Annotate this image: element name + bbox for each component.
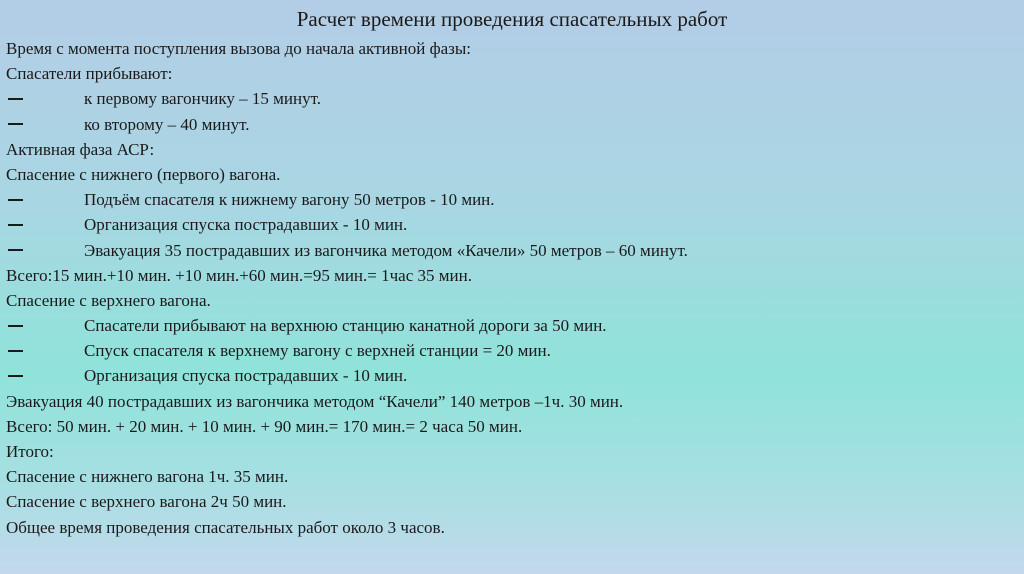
line-text: Спуск спасателя к верхнему вагону с верхней станции = 20 мин.	[84, 341, 551, 361]
line-text: Спасатели прибывают на верхнюю станцию канатной дороги за 50 мин.	[84, 316, 607, 336]
dash-bullet-icon	[8, 224, 23, 226]
text-line	[6, 389, 1018, 414]
bullet-line	[6, 112, 1018, 137]
slide-title: Расчет времени проведения спасательных работ	[296, 7, 728, 31]
line-text: Спасение с верхнего вагона 2ч 50 мин.	[6, 492, 287, 512]
text-line	[6, 61, 1018, 86]
text-line	[6, 288, 1018, 313]
line-text: ко второму – 40 минут.	[84, 114, 250, 134]
dash-bullet-icon	[8, 123, 23, 125]
text-line	[6, 515, 1018, 540]
text-line	[6, 439, 1018, 464]
line-text: Спасатели прибывают:	[6, 64, 173, 84]
line-text: Эвакуация 35 пострадавших из вагончика методом «Качели» 50 метров – 60 минут.	[84, 240, 688, 260]
text-line	[6, 489, 1018, 514]
line-text: Спасение с верхнего вагона.	[6, 290, 211, 310]
dash-bullet-icon	[8, 375, 23, 377]
line-text: Спасение с нижнего (первого) вагона.	[6, 164, 281, 184]
bullet-line	[6, 363, 1018, 388]
dash-bullet-icon	[8, 98, 23, 100]
line-text: Организация спуска пострадавших - 10 мин.	[84, 215, 408, 235]
line-text: Общее время проведения спасательных работ около 3 часов.	[6, 517, 445, 537]
line-text: Активная фаза АСР:	[6, 139, 155, 159]
text-line	[6, 162, 1018, 187]
bullet-line	[6, 187, 1018, 212]
bullet-line	[6, 238, 1018, 263]
line-text: Подъём спасателя к нижнему вагону 50 метров - 10 мин.	[84, 190, 495, 210]
dash-bullet-icon	[8, 199, 23, 201]
dash-bullet-icon	[8, 325, 23, 327]
bullet-line	[6, 313, 1018, 338]
line-text: Организация спуска пострадавших - 10 мин.	[84, 366, 408, 386]
line-text: Всего: 50 мин. + 20 мин. + 10 мин. + 90 мин.= 170 мин.= 2 часа 50 мин.	[6, 416, 523, 436]
text-line	[6, 414, 1018, 439]
bullet-line	[6, 86, 1018, 111]
text-line	[6, 137, 1018, 162]
text-line	[6, 36, 1018, 61]
dash-bullet-icon	[8, 249, 23, 251]
text-line	[6, 263, 1018, 288]
slide-content	[6, 36, 1018, 540]
line-text: Спасение с нижнего вагона 1ч. 35 мин.	[6, 467, 289, 487]
text-line	[6, 464, 1018, 489]
line-text: Всего:15 мин.+10 мин. +10 мин.+60 мин.=95 мин.= 1час 35 мин.	[6, 265, 472, 285]
line-text: к первому вагончику – 15 минут.	[84, 89, 322, 109]
dash-bullet-icon	[8, 350, 23, 352]
bullet-line	[6, 338, 1018, 363]
line-text: Итого:	[6, 442, 54, 461]
line-text: Эвакуация 40 пострадавших из вагончика методом “Качели” 140 метров –1ч. 30 мин.	[6, 391, 624, 411]
line-text: Время с момента поступления вызова до начала активной фазы:	[6, 39, 471, 58]
bullet-line	[6, 212, 1018, 237]
